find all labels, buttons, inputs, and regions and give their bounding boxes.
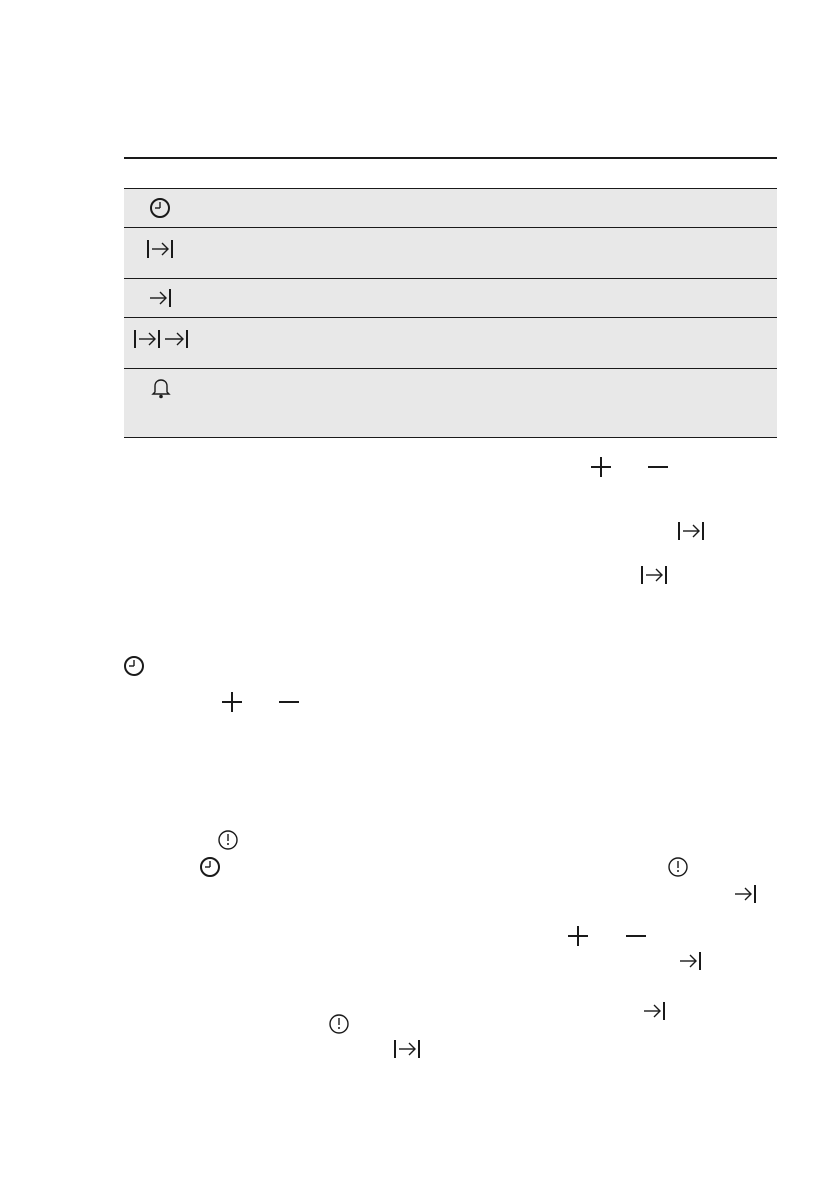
duration-icon xyxy=(640,564,668,586)
table-row xyxy=(124,318,777,368)
clock-icon xyxy=(123,655,145,677)
duration-icon xyxy=(146,238,174,260)
table-row xyxy=(124,189,777,227)
duration-icon xyxy=(677,520,705,542)
function-table xyxy=(124,157,777,438)
end-icon xyxy=(733,883,759,905)
minus-icon xyxy=(646,455,670,479)
plus-icon xyxy=(589,455,613,479)
end-icon xyxy=(678,950,704,972)
time-delay-icon xyxy=(133,328,189,350)
duration-icon xyxy=(393,1038,421,1060)
clock-icon xyxy=(149,197,171,219)
table-top-rule xyxy=(124,157,777,159)
minus-icon xyxy=(624,924,648,948)
table-row xyxy=(124,228,777,278)
bell-icon xyxy=(151,377,171,399)
on-off-icon xyxy=(328,1013,350,1035)
minus-icon xyxy=(277,690,301,714)
end-icon xyxy=(642,1000,668,1022)
on-off-icon xyxy=(667,856,689,878)
table-row xyxy=(124,279,777,317)
table-bottom-rule xyxy=(124,437,777,438)
end-icon xyxy=(148,287,174,309)
clock-icon xyxy=(199,856,221,878)
plus-icon xyxy=(220,690,244,714)
table-row xyxy=(124,369,777,437)
on-off-icon xyxy=(217,829,239,851)
plus-icon xyxy=(566,924,590,948)
